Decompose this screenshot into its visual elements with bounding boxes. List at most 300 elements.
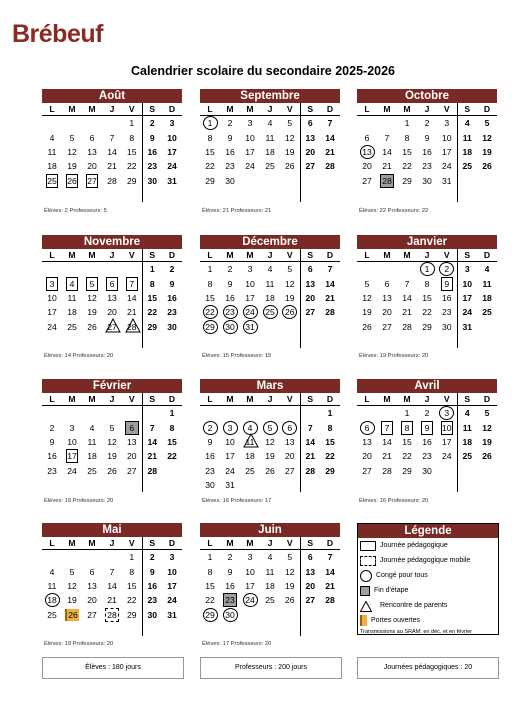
day-of-week-header: D [477, 393, 497, 406]
day-cell [477, 116, 497, 131]
day-number: 2 [149, 552, 155, 563]
day-of-week-header: V [122, 249, 142, 262]
legend [357, 523, 499, 635]
day-number: 24 [441, 161, 452, 172]
total-professeurs: Professeurs : 200 jours [200, 657, 342, 679]
day-number: 5 [287, 118, 293, 129]
day-of-week-header: J [417, 393, 437, 406]
day-number: 23 [223, 593, 237, 607]
day-number: 30 [441, 321, 452, 332]
month-counts: Élèves: 15 Professeurs: 15 [202, 353, 272, 359]
day-cell [477, 320, 497, 334]
day-cell [417, 320, 437, 334]
day-cell [280, 564, 300, 578]
day-number: 22 [167, 451, 177, 462]
day-cell [62, 564, 82, 578]
day-cell [300, 435, 320, 449]
month-2 [357, 89, 497, 202]
day-cell [457, 435, 477, 449]
day-number: 12 [362, 292, 372, 303]
day-number: 13 [126, 436, 137, 447]
day-cell [220, 116, 240, 131]
day-number [106, 321, 118, 333]
day-cell [357, 291, 377, 305]
legend-item: Fin d'étape [358, 583, 498, 598]
day-cell [320, 406, 340, 421]
day-cell [200, 276, 220, 290]
day-number: 29 [126, 175, 137, 186]
day-number: 20 [362, 451, 372, 462]
day-cell [280, 435, 300, 449]
day-cell [82, 406, 102, 421]
day-cell [300, 159, 320, 173]
day-cell [42, 174, 62, 188]
day-number: 4 [49, 132, 55, 143]
day-cell [200, 449, 220, 463]
day-number: 23 [147, 595, 158, 606]
day-number: 3 [46, 277, 58, 291]
day-number: 21 [325, 580, 335, 591]
day-cell [280, 145, 300, 159]
day-number: 8 [401, 421, 413, 435]
day-cell [162, 420, 182, 434]
day-cell [357, 449, 377, 463]
day-of-week-header: M [397, 393, 417, 406]
day-number: 26 [482, 451, 492, 462]
day-cell [142, 276, 162, 290]
day-cell [82, 435, 102, 449]
page-title: Calendrier scolaire du secondaire 2025-2026 [130, 64, 396, 78]
day-number: 22 [205, 161, 215, 172]
month-name: Mai [42, 523, 182, 537]
day-cell [437, 116, 457, 131]
day-cell [162, 116, 182, 131]
day-cell [320, 622, 340, 636]
day-number: 3 [464, 264, 470, 275]
day-cell [142, 320, 162, 334]
day-cell [142, 130, 162, 144]
day-cell [357, 320, 377, 334]
day-cell [42, 550, 62, 565]
day-cell [162, 622, 182, 636]
day-number: 12 [265, 436, 275, 447]
day-cell [240, 550, 260, 565]
day-number: 12 [107, 436, 117, 447]
month-counts: Élèves: 16 Professeurs: 17 [202, 498, 272, 504]
day-cell [397, 478, 417, 492]
day-cell [397, 276, 417, 290]
day-cell [437, 262, 457, 277]
day-cell [102, 593, 122, 607]
day-number: 29 [325, 465, 335, 476]
day-number: 6 [364, 132, 370, 143]
day-cell [42, 305, 62, 319]
day-cell [477, 464, 497, 478]
day-cell [142, 159, 162, 173]
day-number: 7 [109, 132, 115, 143]
day-number: 10 [167, 132, 177, 143]
day-of-week-header: M [62, 103, 82, 116]
day-number: 8 [129, 132, 135, 143]
month-name: Décembre [200, 235, 340, 249]
day-number: 10 [245, 278, 255, 289]
day-cell [220, 262, 240, 277]
day-of-week-header: V [437, 103, 457, 116]
month-counts: Élèves: 14 Professeurs: 20 [44, 353, 114, 359]
day-of-week-header: D [477, 249, 497, 262]
day-number: 4 [267, 118, 273, 129]
day-cell [82, 305, 102, 319]
day-cell [477, 478, 497, 492]
day-number: 9 [49, 436, 55, 447]
day-number: 17 [245, 146, 255, 157]
day-cell [102, 320, 122, 334]
day-label: 27 [107, 321, 117, 332]
day-cell [102, 188, 122, 202]
day-cell [122, 276, 142, 290]
day-cell [62, 406, 82, 421]
day-number: 19 [284, 292, 295, 303]
day-cell [220, 564, 240, 578]
day-cell [260, 276, 280, 290]
day-cell [82, 334, 102, 348]
day-of-week-header: D [320, 249, 340, 262]
day-number: 17 [245, 580, 255, 591]
day-number: 9 [207, 436, 213, 447]
day-number: 20 [305, 292, 316, 303]
day-cell [280, 174, 300, 188]
day-number: 21 [107, 161, 117, 172]
day-cell [240, 334, 260, 348]
day-cell [280, 320, 300, 334]
day-number [126, 321, 138, 333]
day-cell [82, 478, 102, 492]
day-cell [220, 608, 240, 622]
day-number: 14 [107, 146, 117, 157]
day-cell [142, 174, 162, 188]
day-cell [162, 159, 182, 173]
day-number: 30 [422, 465, 432, 476]
day-cell [42, 608, 62, 622]
day-number: 31 [167, 609, 177, 620]
day-cell [477, 145, 497, 159]
day-number: 15 [422, 292, 432, 303]
day-cell [377, 449, 397, 463]
day-cell [162, 291, 182, 305]
day-cell [200, 593, 220, 607]
day-cell [437, 334, 457, 348]
day-of-week-header: D [162, 537, 182, 550]
day-number: 22 [126, 161, 137, 172]
day-cell [417, 276, 437, 290]
day-cell [200, 174, 220, 188]
day-number: 27 [126, 465, 137, 476]
day-cell [320, 420, 340, 434]
day-cell [62, 420, 82, 434]
day-cell [122, 188, 142, 202]
day-number: 17 [67, 451, 77, 462]
day-number: 28 [107, 175, 117, 186]
day-cell [82, 116, 102, 131]
day-number: 17 [441, 436, 452, 447]
day-cell [240, 464, 260, 478]
day-cell [162, 449, 182, 463]
day-cell [200, 159, 220, 173]
day-number: 6 [89, 132, 95, 143]
day-cell [200, 130, 220, 144]
day-cell [260, 320, 280, 334]
day-cell [377, 334, 397, 348]
day-cell [437, 406, 457, 421]
day-number: 22 [126, 595, 137, 606]
day-cell [397, 406, 417, 421]
day-of-week-header: M [82, 249, 102, 262]
day-number: 3 [247, 552, 253, 563]
day-number: 18 [265, 580, 275, 591]
day-number: 8 [169, 422, 175, 433]
day-of-week-header: S [457, 393, 477, 406]
day-number: 6 [282, 421, 297, 435]
day-number: 9 [421, 421, 433, 435]
day-of-week-header: M [82, 537, 102, 550]
day-number: 22 [402, 451, 412, 462]
day-cell [62, 550, 82, 565]
day-number: 21 [382, 451, 392, 462]
day-cell [260, 435, 280, 449]
day-of-week-header: L [42, 537, 62, 550]
day-cell [417, 145, 437, 159]
day-cell [240, 291, 260, 305]
day-cell [220, 188, 240, 202]
day-number: 3 [169, 552, 175, 563]
day-number: 24 [67, 465, 77, 476]
day-number: 19 [362, 307, 372, 318]
day-cell [457, 174, 477, 188]
day-number: 13 [305, 278, 316, 289]
day-cell [240, 262, 260, 277]
day-number: 27 [305, 595, 316, 606]
day-cell [42, 116, 62, 131]
day-number: 27 [305, 161, 316, 172]
day-number: 23 [223, 305, 238, 319]
day-cell [457, 334, 477, 348]
day-number: 25 [47, 175, 57, 186]
day-of-week-header: M [240, 249, 260, 262]
day-cell [357, 435, 377, 449]
day-number: 31 [441, 175, 452, 186]
day-cell [457, 262, 477, 277]
day-cell [300, 276, 320, 290]
day-cell [377, 145, 397, 159]
day-of-week-header: D [320, 537, 340, 550]
day-cell [82, 291, 102, 305]
day-number: 26 [67, 175, 77, 186]
day-of-week-header: L [200, 393, 220, 406]
day-of-week-header: D [162, 393, 182, 406]
day-cell [42, 622, 62, 636]
day-cell [320, 550, 340, 565]
day-of-week-header: L [200, 103, 220, 116]
day-cell [122, 478, 142, 492]
day-number: 27 [362, 465, 372, 476]
day-cell [240, 593, 260, 607]
legend-note: Transmissions au SRAM: en déc. et en février [360, 629, 472, 635]
day-number: 25 [87, 465, 97, 476]
day-of-week-header: S [300, 393, 320, 406]
day-number: 1 [129, 118, 135, 129]
day-cell [142, 593, 162, 607]
day-cell [62, 622, 82, 636]
day-cell [397, 130, 417, 144]
day-number: 20 [87, 595, 97, 606]
day-cell [260, 550, 280, 565]
day-cell [457, 145, 477, 159]
day-number: 14 [382, 436, 392, 447]
day-cell [377, 320, 397, 334]
day-number: 29 [402, 465, 412, 476]
month-counts: Élèves: 22 Professeurs: 22 [359, 208, 429, 214]
day-number: 1 [404, 118, 410, 129]
total-eleves: Élèves : 180 jours [42, 657, 184, 679]
day-number: 16 [225, 292, 235, 303]
day-cell [162, 579, 182, 593]
day-number: 1 [169, 408, 175, 419]
day-cell [457, 305, 477, 319]
day-cell [200, 291, 220, 305]
day-cell [240, 130, 260, 144]
day-number: 22 [203, 305, 218, 319]
day-cell [397, 449, 417, 463]
day-cell [200, 188, 220, 202]
day-number: 18 [265, 146, 275, 157]
day-cell [477, 174, 497, 188]
day-cell [357, 130, 377, 144]
day-cell [162, 305, 182, 319]
day-cell [42, 449, 62, 463]
day-cell [162, 334, 182, 348]
day-cell [397, 116, 417, 131]
day-cell [437, 159, 457, 173]
day-cell [397, 334, 417, 348]
day-of-week-header: M [377, 393, 397, 406]
day-cell [260, 420, 280, 434]
day-cell [200, 420, 220, 434]
day-number: 23 [167, 307, 177, 318]
day-number: 21 [325, 292, 335, 303]
day-number: 30 [147, 609, 158, 620]
day-number: 23 [422, 161, 432, 172]
day-cell [377, 188, 397, 202]
day-number: 15 [126, 146, 137, 157]
day-cell [260, 579, 280, 593]
day-cell [397, 262, 417, 277]
day-cell [102, 564, 122, 578]
day-number: 10 [47, 292, 57, 303]
day-number: 19 [284, 580, 295, 591]
day-number: 28 [382, 465, 392, 476]
day-cell [200, 116, 220, 131]
day-cell [477, 334, 497, 348]
day-cell [417, 435, 437, 449]
day-number: 4 [243, 421, 258, 435]
day-cell [260, 478, 280, 492]
legend-item: Journée pédagogique mobile [358, 553, 498, 568]
day-number: 26 [482, 161, 492, 172]
day-number: 2 [203, 421, 218, 435]
month-name: Janvier [357, 235, 497, 249]
day-cell [280, 406, 300, 421]
day-of-week-header: M [220, 249, 240, 262]
day-cell [260, 593, 280, 607]
day-number: 7 [126, 277, 138, 291]
day-cell [300, 130, 320, 144]
day-number: 12 [284, 132, 295, 143]
day-cell [102, 579, 122, 593]
day-cell [320, 145, 340, 159]
day-of-week-header: S [457, 103, 477, 116]
day-cell [42, 334, 62, 348]
day-of-week-header: V [437, 393, 457, 406]
day-cell [280, 334, 300, 348]
day-number: 19 [67, 595, 77, 606]
month-grid [200, 537, 340, 636]
legend-title: Légende [358, 524, 498, 538]
day-number: 9 [227, 566, 233, 577]
day-cell [220, 593, 240, 607]
day-cell [300, 449, 320, 463]
month-grid [357, 103, 497, 202]
day-number: 6 [307, 552, 313, 563]
day-cell [122, 464, 142, 478]
day-cell [417, 478, 437, 492]
day-number: 18 [482, 292, 492, 303]
day-number: 25 [265, 595, 275, 606]
day-number: 24 [243, 593, 258, 607]
day-cell [477, 449, 497, 463]
day-cell [142, 188, 162, 202]
day-cell [300, 464, 320, 478]
day-cell [320, 291, 340, 305]
day-number: 26 [284, 161, 295, 172]
day-cell [62, 593, 82, 607]
day-number: 16 [441, 292, 452, 303]
day-of-week-header: J [260, 393, 280, 406]
month-name: Août [42, 89, 182, 103]
day-cell [102, 608, 122, 622]
day-of-week-header: J [417, 249, 437, 262]
day-cell [220, 622, 240, 636]
day-cell [477, 276, 497, 290]
day-number: 14 [305, 436, 316, 447]
day-cell [280, 159, 300, 173]
day-cell [162, 593, 182, 607]
day-cell [377, 406, 397, 421]
month-grid [42, 249, 182, 348]
day-of-week-header: S [142, 249, 162, 262]
day-cell [62, 116, 82, 131]
day-number: 25 [245, 465, 255, 476]
day-cell [357, 305, 377, 319]
day-of-week-header: S [300, 537, 320, 550]
day-number: 31 [225, 480, 235, 491]
day-cell [417, 420, 437, 434]
day-number: 13 [107, 292, 117, 303]
day-cell [240, 159, 260, 173]
day-of-week-header: J [102, 537, 122, 550]
day-cell [62, 276, 82, 290]
day-number: 6 [384, 278, 390, 289]
day-cell [300, 622, 320, 636]
